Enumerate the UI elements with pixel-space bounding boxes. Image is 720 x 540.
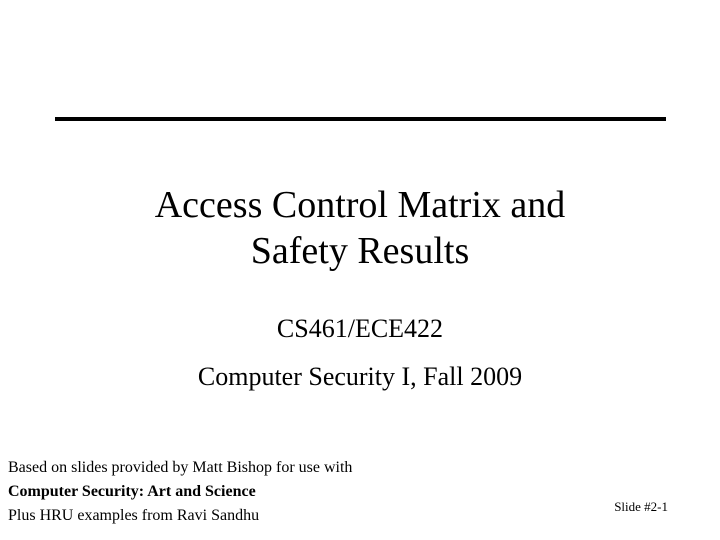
course-term: Computer Security I, Fall 2009 <box>197 362 523 391</box>
credits-block <box>8 456 352 528</box>
credits-line-3: Plus HRU examples from Ravi Sandhu <box>8 507 260 524</box>
slide-title-line-1: Access Control Matrix and <box>154 184 566 226</box>
credits-book-title: Computer Security: Art and Science <box>8 483 256 500</box>
title-rule <box>55 117 666 121</box>
slide-title <box>60 182 660 274</box>
slide-title-line-2: Safety Results <box>250 230 470 272</box>
credits-line-1: Based on slides provided by Matt Bishop for use with <box>8 459 353 476</box>
course-code: CS461/ECE422 <box>276 314 444 343</box>
slide-number: Slide #2-1 <box>614 499 668 514</box>
